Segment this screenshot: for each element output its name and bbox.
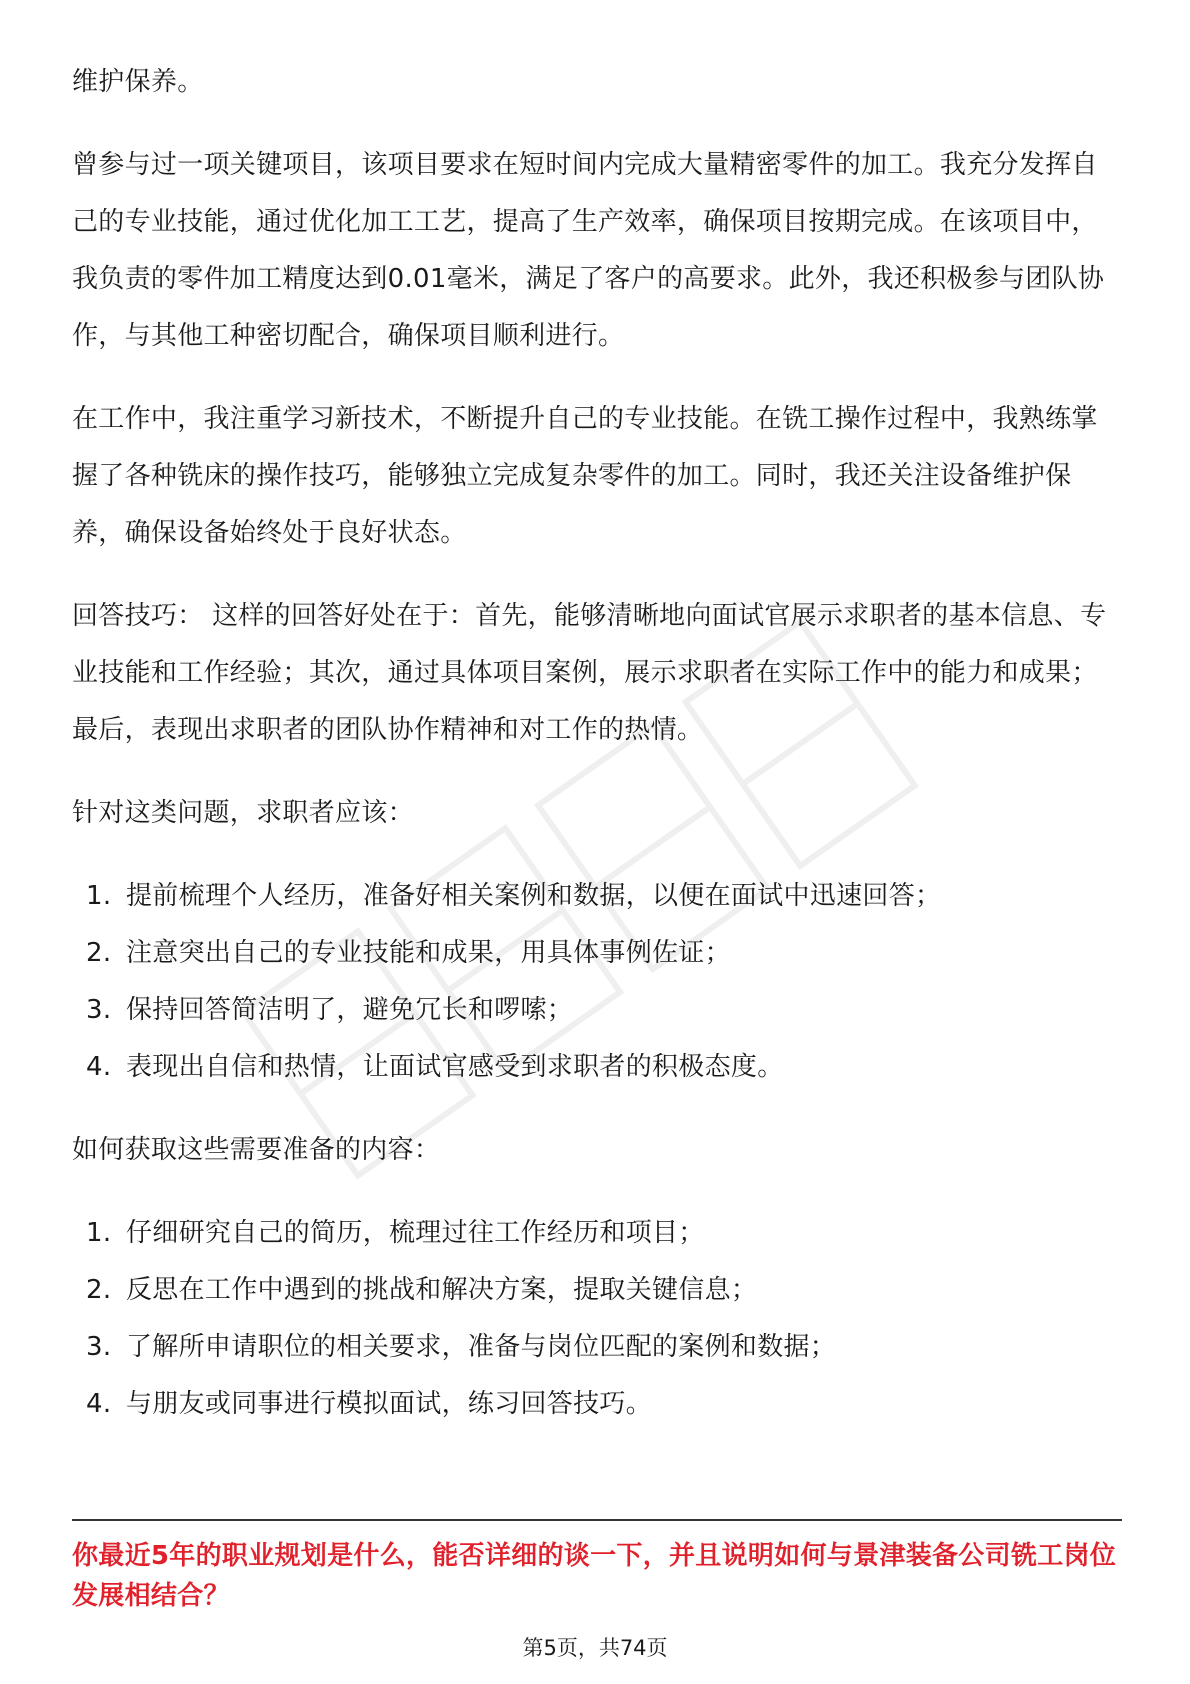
list-item-text: 反思在工作中遇到的挑战和解决方案，提取关键信息；: [126, 1275, 758, 1305]
paragraph-advice-intro: 针对这类问题，求职者应该：: [72, 798, 414, 828]
list-number: 1.: [86, 881, 112, 911]
list-item: [72, 1262, 1122, 1319]
list-item: [72, 1039, 1122, 1096]
paragraph-project-experience: 曾参与过一项关键项目，该项目要求在短时间内完成大量精密零件的加工。我充分发挥自己的专业技能，通过优化加工工艺，提高了生产效率，确保项目按期完成。在该项目中，我负责的零件加工精度达到0.01毫米，满足了客户的高要求。此外，我还积极参与团队协作，与其他工种密切配合，确保项目顺利进行。: [72, 150, 1105, 351]
main-content: [72, 54, 1122, 1459]
list-number: 1.: [86, 1218, 112, 1248]
paragraph-preparation-intro: 如何获取这些需要准备的内容：: [72, 1135, 441, 1165]
list-item-text: 表现出自信和热情，让面试官感受到求职者的积极态度。: [126, 1052, 784, 1082]
list-number: 2.: [86, 1275, 112, 1305]
list-item: [72, 1319, 1122, 1376]
list-number: 3.: [86, 995, 112, 1025]
list-number: 4.: [86, 1389, 112, 1419]
preparation-list: [72, 1205, 1122, 1433]
paragraph-answer-tips: 回答技巧： 这样的回答好处在于：首先，能够清晰地向面试官展示求职者的基本信息、专业技能和工作经验；其次，通过具体项目案例，展示求职者在实际工作中的能力和成果；最后，表现出求职者的团队协作精神和对工作的热情。: [72, 601, 1107, 745]
page-number: 第5页，共74页: [522, 1636, 668, 1660]
list-number: 3.: [86, 1332, 112, 1362]
interview-question-heading: 你最近5年的职业规划是什么，能否详细的谈一下，并且说明如何与景津装备公司铣工岗位发展相结合？: [72, 1541, 1117, 1611]
list-item-text: 仔细研究自己的简历，梳理过往工作经历和项目；: [126, 1218, 705, 1248]
paragraph-continuation: 维护保养。: [72, 67, 204, 97]
advice-list: [72, 868, 1122, 1096]
list-item-text: 与朋友或同事进行模拟面试，练习回答技巧。: [126, 1389, 653, 1419]
list-item: [72, 868, 1122, 925]
list-item: [72, 982, 1122, 1039]
list-item: [72, 925, 1122, 982]
section-divider: [72, 1519, 1122, 1521]
list-item: [72, 1376, 1122, 1433]
list-item-text: 保持回答简洁明了，避免冗长和啰嗦；: [126, 995, 574, 1025]
list-item-text: 提前梳理个人经历，准备好相关案例和数据，以便在面试中迅速回答；: [126, 881, 942, 911]
paragraph-work-skills: 在工作中，我注重学习新技术，不断提升自己的专业技能。在铣工操作过程中，我熟练掌握了各种铣床的操作技巧，能够独立完成复杂零件的加工。同时，我还关注设备维护保养，确保设备始终处于良好状态。: [72, 404, 1098, 548]
list-item: [72, 1205, 1122, 1262]
list-item-text: 了解所申请职位的相关要求，准备与岗位匹配的案例和数据；: [126, 1332, 837, 1362]
list-number: 4.: [86, 1052, 112, 1082]
list-number: 2.: [86, 938, 112, 968]
list-item-text: 注意突出自己的专业技能和成果，用具体事例佐证；: [126, 938, 731, 968]
